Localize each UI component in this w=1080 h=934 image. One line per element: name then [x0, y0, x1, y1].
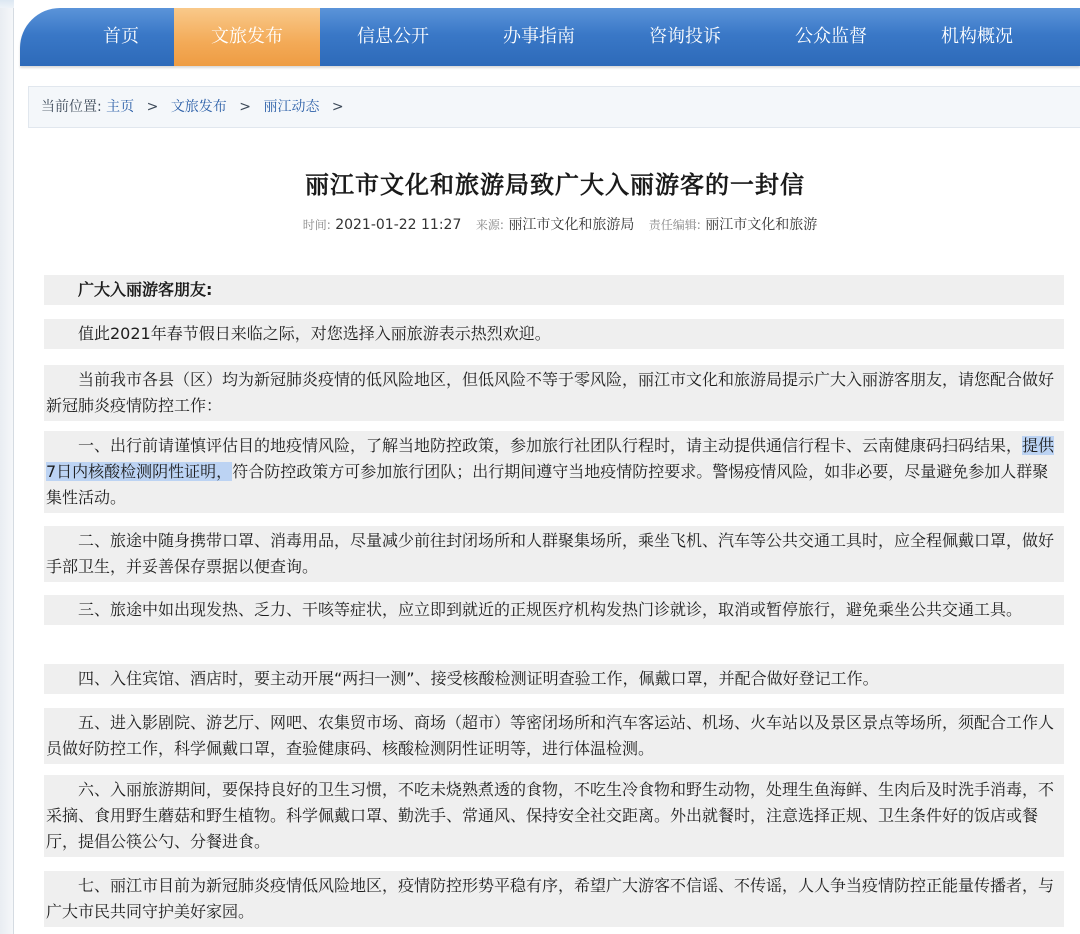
nav-item-public-supervision[interactable]: 公众监督	[795, 26, 867, 47]
article-title: 丽江市文化和旅游局致广大入丽游客的一封信	[305, 171, 805, 199]
meta-source: 丽江市文化和旅游局	[508, 217, 635, 233]
meta-time-label: 时间:	[302, 218, 331, 232]
article-paragraph-5: 三、旅途中如出现发热、乏力、干咳等症状，应立即到就近的正规医疗机构发热门诊就诊，取消或暂停旅行，避免乘坐公共交通工具。	[44, 595, 1064, 625]
breadcrumb-separator: >	[239, 99, 251, 115]
breadcrumb-link-home[interactable]: 主页	[106, 99, 135, 115]
p3-text-after: 符合防控政策方可参加旅行团队；出行期间遵守当地疫情防控要求。警惕疫情风险，如非必要，尽量避免参加人群聚集性活动。	[46, 462, 1049, 507]
article-paragraph-6: 四、入住宾馆、酒店时，要主动开展“两扫一测”、接受核酸检测证明查验工作，佩戴口罩，并配合做好登记工作。	[44, 664, 1064, 694]
article-paragraph-4: 二、旅途中随身携带口罩、消毒用品，尽量减少前往封闭场所和人群聚集场所，乘坐飞机、汽车等公共交通工具时，应全程佩戴口罩，做好手部卫生，并妥善保存票据以便查询。	[44, 526, 1064, 582]
meta-editor: 丽江市文化和旅游	[705, 217, 818, 233]
article-paragraph-9: 七、丽江市目前为新冠肺炎疫情低风险地区，疫情防控形势平稳有序，希望广大游客不信谣、不传谣，人人争当疫情防控正能量传播者，与广大市民共同守护美好家园。	[44, 871, 1064, 927]
breadcrumb-link-lijiang-news[interactable]: 丽江动态	[263, 99, 320, 115]
nav-item-home[interactable]: 首页	[103, 26, 139, 47]
article-meta	[0, 214, 1080, 234]
breadcrumb	[28, 86, 1080, 128]
p3-text-before: 一、出行前请谨慎评估目的地疫情风险，了解当地防控政策，参加旅行社团队行程时，请主动提供通信行程卡、云南健康码扫码结果，	[78, 436, 1023, 455]
page-left-rail	[0, 0, 14, 934]
nav-item-information-disclosure[interactable]: 信息公开	[357, 26, 429, 47]
article-paragraph-7: 五、进入影剧院、游艺厅、网吧、农集贸市场、商场（超市）等密闭场所和汽车客运站、机场、火车站以及景区景点等场所，须配合工作人员做好防控工作，科学佩戴口罩，查验健康码、核酸检测阴性证明等，进行体温检测。	[44, 708, 1064, 764]
article-paragraph-1: 值此2021年春节假日来临之际，对您选择入丽旅游表示热烈欢迎。	[44, 319, 1064, 349]
breadcrumb-link-release[interactable]: 文旅发布	[170, 99, 227, 115]
meta-time: 2021-01-22 11:27	[335, 217, 462, 233]
article-paragraph-3	[44, 431, 1064, 513]
nav-item-organization-overview[interactable]: 机构概况	[941, 26, 1013, 47]
article-paragraph-2: 当前我市各县（区）均为新冠肺炎疫情的低风险地区，但低风险不等于零风险，丽江市文化和旅游局提示广大入丽游客朋友，请您配合做好新冠肺炎疫情防控工作：	[44, 365, 1064, 421]
breadcrumb-separator: >	[331, 99, 344, 115]
meta-editor-label: 责任编辑:	[648, 218, 701, 232]
nav-item-culture-tourism-release[interactable]: 文旅发布	[174, 8, 320, 66]
breadcrumb-separator: >	[146, 99, 159, 115]
p3-highlighted-text: 提供7日内核酸检测阴性证明，	[46, 436, 1055, 481]
nav-item-service-guide[interactable]: 办事指南	[503, 26, 575, 47]
nav-item-consult-complaint[interactable]: 咨询投诉	[649, 26, 721, 47]
meta-source-label: 来源:	[475, 218, 504, 232]
article-paragraph-8: 六、入丽旅游期间，要保持良好的卫生习惯，不吃未烧熟煮透的食物，不吃生冷食物和野生动物，处理生鱼海鲜、生肉后及时洗手消毒，不采摘、食用野生蘑菇和野生植物。科学佩戴口罩、勤洗手、常通风、保持安全社交距离。外出就餐时，注意选择正规、卫生条件好的饭店或餐厅，提倡公筷公勺、分餐进食。	[44, 775, 1064, 857]
main-nav	[14, 0, 1080, 70]
article-greeting: 广大入丽游客朋友:	[44, 275, 1064, 305]
nav-bar	[20, 8, 1080, 66]
breadcrumb-prefix: 当前位置:	[41, 99, 102, 115]
